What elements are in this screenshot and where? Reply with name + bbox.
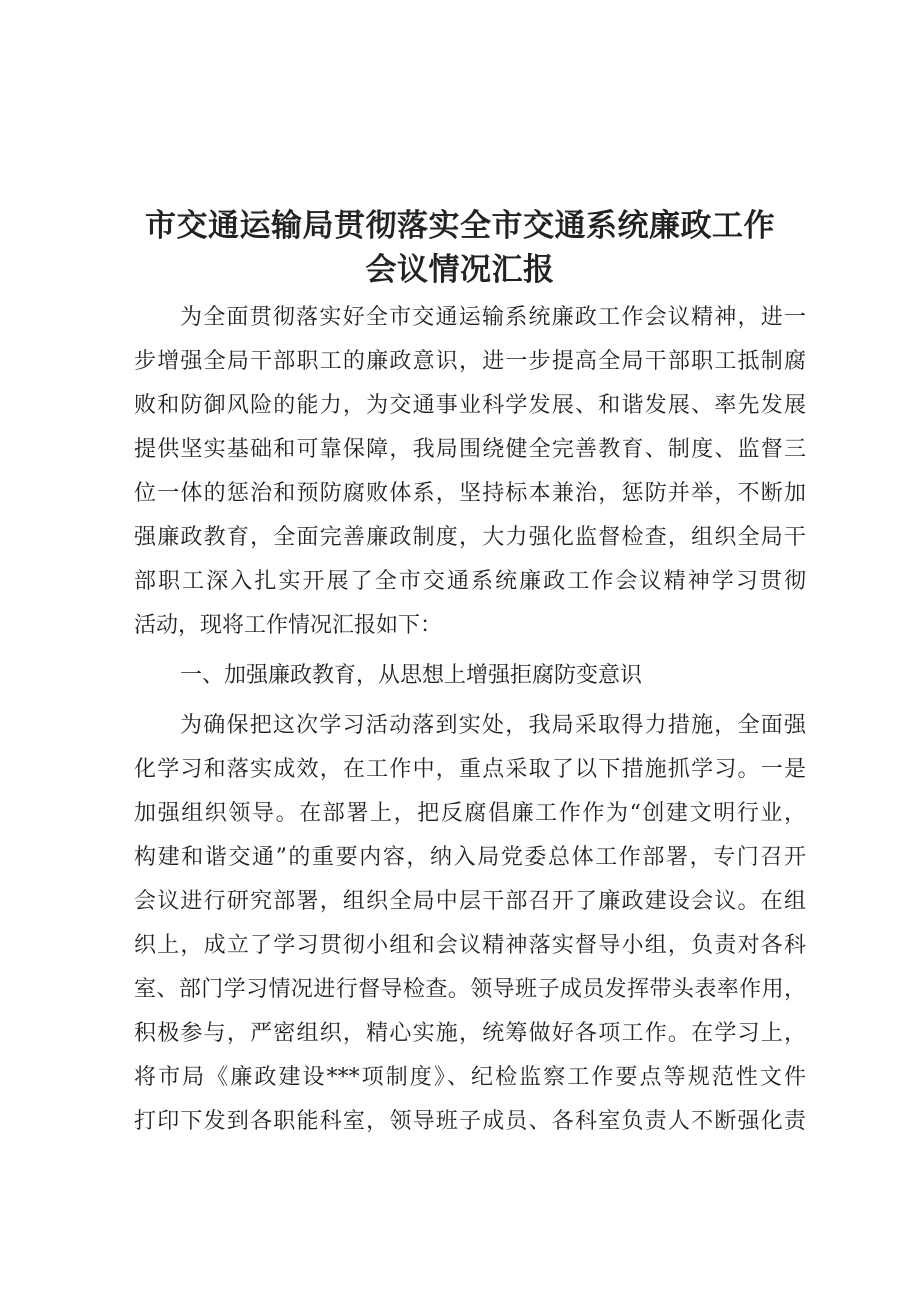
paragraph-line: 为确保把这次学习活动落到实处，我局采取得力措施，全面强	[180, 713, 806, 738]
paragraph-line: 将市局《廉政建设***项制度》、纪检监察工作要点等规范性文件	[134, 1065, 806, 1090]
paragraph-line: 打印下发到各职能科室，领导班子成员、各科室负责人不断强化责	[134, 1109, 806, 1134]
paragraph-line: 提供坚实基础和可靠保障，我局围绕健全完善教育、制度、监督三	[134, 437, 806, 462]
paragraph-line: 织上，成立了学习贯彻小组和会议精神落实督导小组，负责对各科	[134, 933, 806, 958]
paragraph-line: 强廉政教育，全面完善廉政制度，大力强化监督检查，组织全局干	[134, 525, 806, 550]
document-title-line-2: 会议情况汇报	[365, 252, 555, 288]
paragraph-line: 败和防御风险的能力，为交通事业科学发展、和谐发展、率先发展	[134, 393, 806, 418]
paragraph-line: 构建和谐交通”的重要内容，纳入局党委总体工作部署，专门召开	[134, 845, 806, 870]
section-heading: 一、加强廉政教育，从思想上增强拒腐防变意识	[180, 663, 643, 688]
paragraph-line: 为全面贯彻落实好全市交通运输系统廉政工作会议精神，进一	[180, 305, 806, 330]
paragraph-line: 会议进行研究部署，组织全局中层干部召开了廉政建设会议。在组	[134, 889, 806, 914]
document-title-line-1: 市交通运输局贯彻落实全市交通系统廉政工作	[145, 208, 775, 244]
paragraph-line: 步增强全局干部职工的廉政意识，进一步提高全局干部职工抵制腐	[134, 349, 806, 374]
paragraph-line: 化学习和落实成效，在工作中，重点采取了以下措施抓学习。一是	[134, 757, 806, 782]
paragraph-line: 位一体的惩治和预防腐败体系，坚持标本兼治，惩防并举，不断加	[134, 481, 806, 506]
paragraph-line: 积极参与，严密组织，精心实施，统筹做好各项工作。在学习上，	[134, 1021, 806, 1046]
paragraph-line: 活动，现将工作情况汇报如下：	[134, 613, 443, 638]
paragraph-line: 室、部门学习情况进行督导检查。领导班子成员发挥带头表率作用，	[134, 977, 806, 1002]
paragraph-line: 部职工深入扎实开展了全市交通系统廉政工作会议精神学习贯彻	[134, 569, 806, 594]
paragraph-line: 加强组织领导。在部署上，把反腐倡廉工作作为“创建文明行业，	[134, 801, 806, 826]
